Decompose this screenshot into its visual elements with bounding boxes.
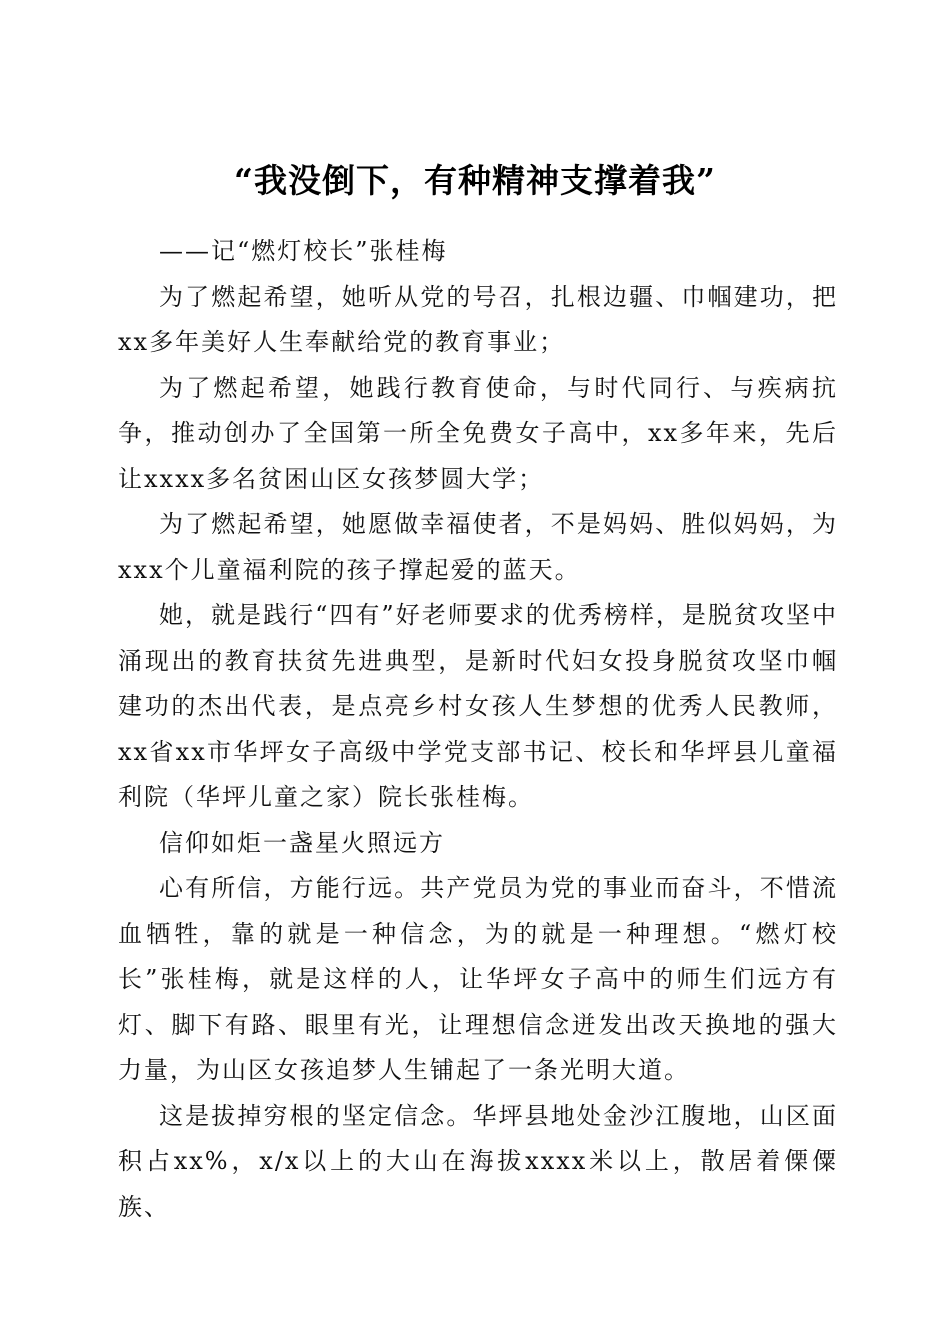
body-paragraph: 为了燃起希望，她听从党的号召，扎根边疆、巾帼建功，把xx多年美好人生奉献给党的教育事业；	[118, 282, 838, 356]
section-heading: 信仰如炬一盏星火照远方	[159, 828, 445, 857]
document-body	[118, 229, 838, 1230]
body-paragraph: 为了燃起希望，她愿做幸福使者，不是妈妈、胜似妈妈，为xxx个儿童福利院的孩子撑起爱的蓝天。	[118, 510, 838, 584]
document-title: “我没倒下，有种精神支撑着我”	[234, 161, 716, 201]
subtitle-paragraph: ——记“燃灯校长”张桂梅	[159, 237, 448, 265]
body-paragraph: 为了燃起希望，她践行教育使命，与时代同行、与疾病抗争，推动创办了全国第一所全免费女子高中，xx多年来，先后让xxxx多名贫困山区女孩梦圆大学；	[118, 373, 838, 493]
body-paragraph: 这是拔掉穷根的坚定信念。华坪县地处金沙江腹地，山区面积占xx%，x/x以上的大山在海拔xxxx米以上，散居着傈僳族、	[118, 1101, 838, 1221]
body-paragraph: 心有所信，方能行远。共产党员为党的事业而奋斗，不惜流血牺牲，靠的就是一种信念，为的就是一种理想。“燃灯校长”张桂梅，就是这样的人，让华坪女子高中的师生们远方有灯、脚下有路、眼里有光，让理想信念迸发出改天换地的强大力量，为山区女孩追梦人生铺起了一条光明大道。	[118, 874, 838, 1084]
body-paragraph: 她，就是践行“四有”好老师要求的优秀榜样，是脱贫攻坚中涌现出的教育扶贫先进典型，是新时代妇女投身脱贫攻坚巾帼建功的杰出代表，是点亮乡村女孩人生梦想的优秀人民教师，xx省xx市华坪女子高级中学党支部书记、校长和华坪县儿童福利院（华坪儿童之家）院长张桂梅。	[118, 601, 838, 811]
